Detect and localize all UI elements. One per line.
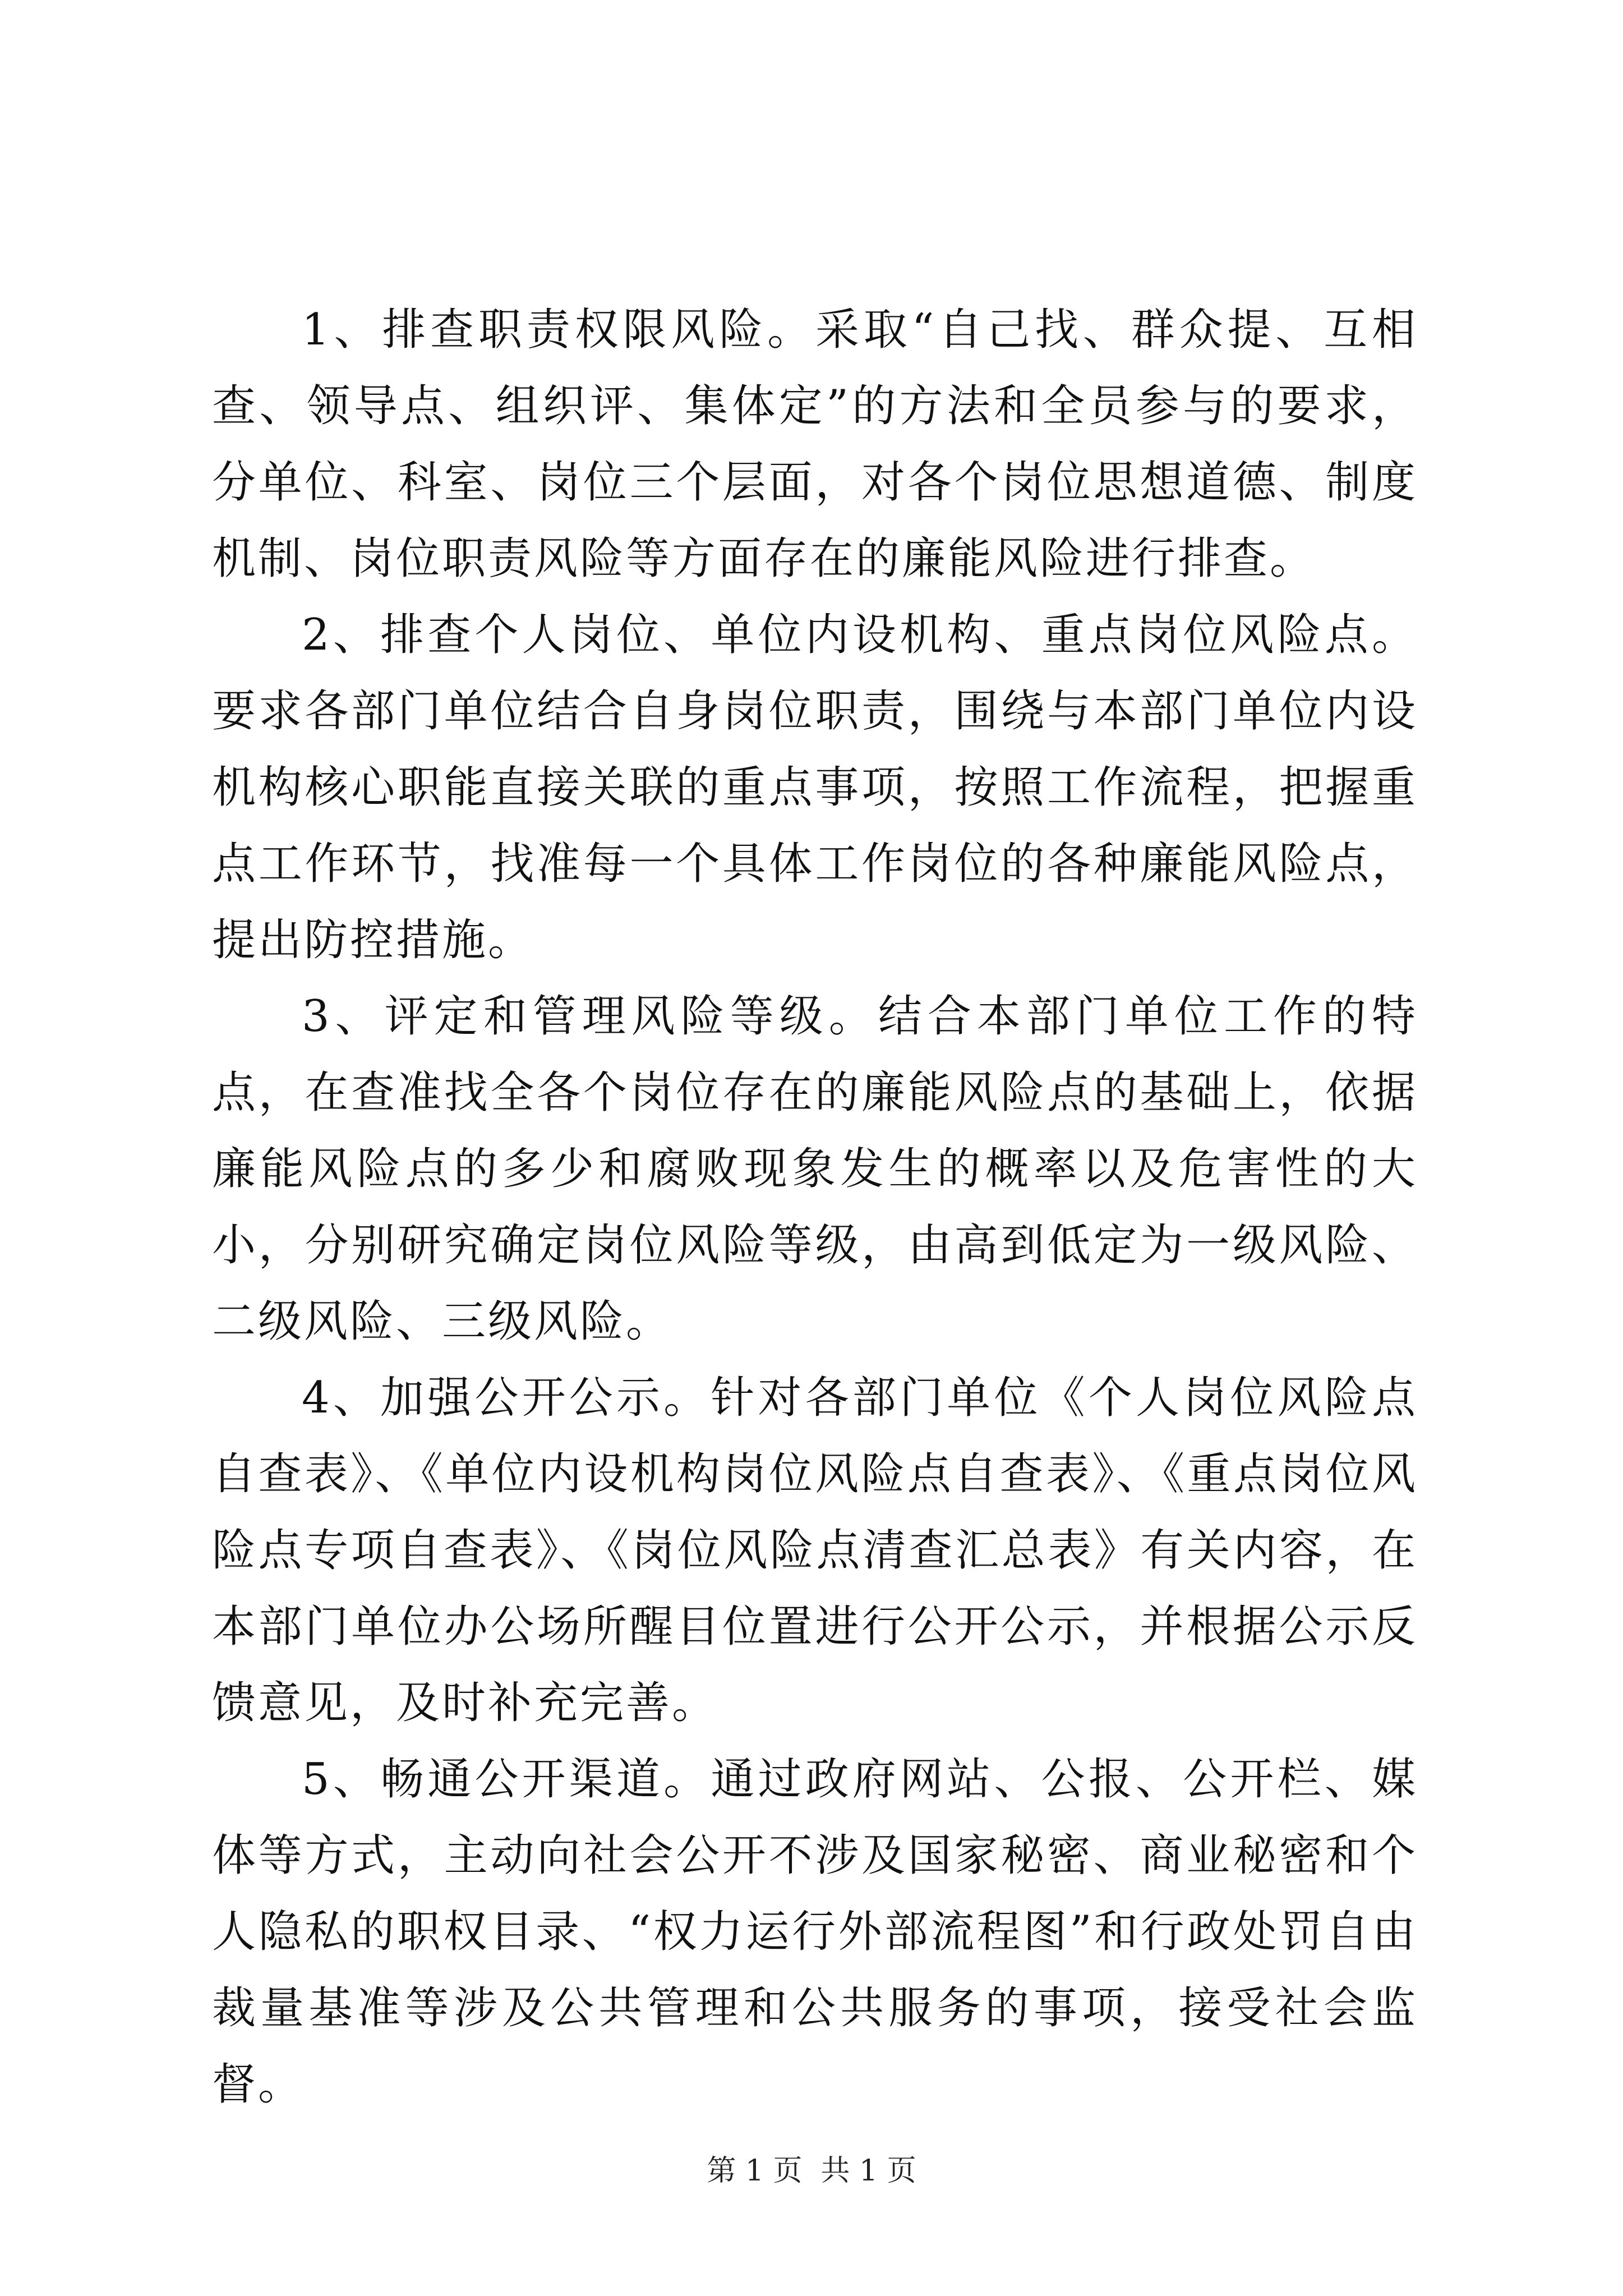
paragraph-3: 3、评定和管理风险等级。结合本部门单位工作的特点，在查准找全各个岗位存在的廉能风险点的基础上，依据廉能风险点的多少和腐败现象发生的概率以及危害性的大小，分别研究确定岗位风险等级，由高到低定为一级风险、二级风险、三级风险。 — [212, 991, 1418, 1347]
document-body — [212, 292, 1418, 2123]
paragraph-5: 5、畅通公开渠道。通过政府网站、公报、公开栏、媒体等方式，主动向社会公开不涉及国家秘密、商业秘密和个人隐私的职权目录、“权力运行外部流程图”和行政处罚自由裁量基准等涉及公共管理和公共服务的事项，接受社会监督。 — [212, 1754, 1418, 2110]
page-footer: 第 1 页 共 1 页 — [707, 2154, 916, 2188]
paragraph-4: 4、加强公开公示。针对各部门单位《个人岗位风险点自查表》、《单位内设机构岗位风险点自查表》、《重点岗位风险点专项自查表》、《岗位风险点清查汇总表》有关内容，在本部门单位办公场所醒目位置进行公开公示，并根据公示反馈意见，及时补充完善。 — [212, 1373, 1418, 1728]
paragraph-2: 2、排查个人岗位、单位内设机构、重点岗位风险点。要求各部门单位结合自身岗位职责，围绕与本部门单位内设机构核心职能直接关联的重点事项，按照工作流程，把握重点工作环节，找准每一个具体工作岗位的各种廉能风险点，提出防控措施。 — [212, 610, 1418, 965]
paragraph-1: 1、排查职责权限风险。采取“自己找、群众提、互相查、领导点、组织评、集体定”的方法和全员参与的要求，分单位、科室、岗位三个层面，对各个岗位思想道德、制度机制、岗位职责风险等方面存在的廉能风险进行排查。 — [212, 305, 1418, 584]
